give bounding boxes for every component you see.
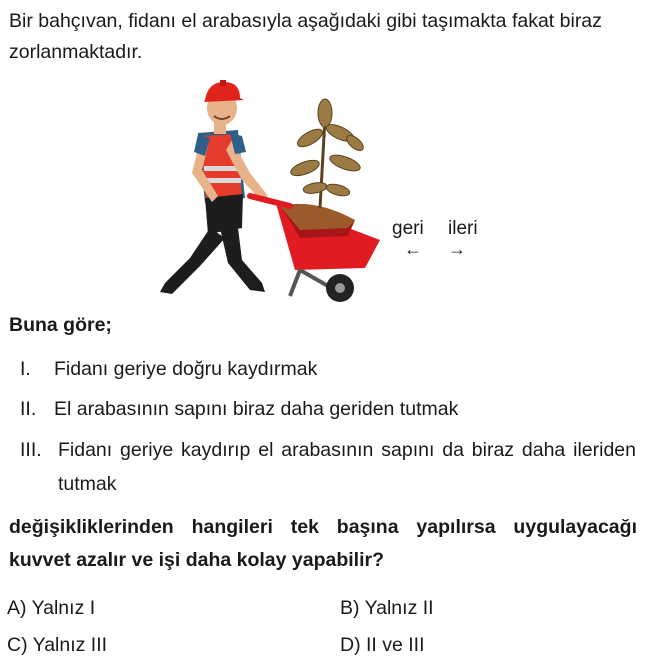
statement-number: I. xyxy=(20,358,31,380)
statement-text: Fidanı geriye doğru kaydırmak xyxy=(54,358,318,380)
statement-number: II. xyxy=(20,398,37,420)
statement-item xyxy=(20,393,458,426)
answer-option-b[interactable]: B) Yalnız II xyxy=(340,597,434,619)
statement-item xyxy=(20,353,317,386)
statement-text: Fidanı geriye kaydırıp el arabasının sapını da biraz daha ileriden tutmak xyxy=(58,439,636,495)
arrow-left-icon: ← xyxy=(404,239,422,259)
question-prompt: değişikliklerinden hangileri tek başına yapılırsa uygulayacağı kuvvet azalır ve işi daha kolay yapabilir? xyxy=(9,516,637,571)
gardener-illustration xyxy=(150,78,390,308)
answer-option-c[interactable]: C) Yalnız III xyxy=(7,634,108,656)
direction-forward-label: ileri xyxy=(448,218,478,239)
answer-option-d[interactable]: D) II ve III xyxy=(340,634,425,656)
question-lead: Buna göre; xyxy=(9,314,112,336)
statement-item xyxy=(20,433,636,501)
answer-option-a[interactable]: A) Yalnız I xyxy=(7,597,96,619)
statement-text: El arabasının sapını biraz daha geriden tutmak xyxy=(54,398,459,420)
direction-back-label: geri xyxy=(392,218,424,239)
statement-number: III. xyxy=(20,439,42,461)
arrow-right-icon: → xyxy=(448,239,466,259)
question-intro: Bir bahçıvan, fidanı el arabasıyla aşağıdaki gibi taşımakta fakat biraz zorlanmaktadır. xyxy=(9,10,602,63)
